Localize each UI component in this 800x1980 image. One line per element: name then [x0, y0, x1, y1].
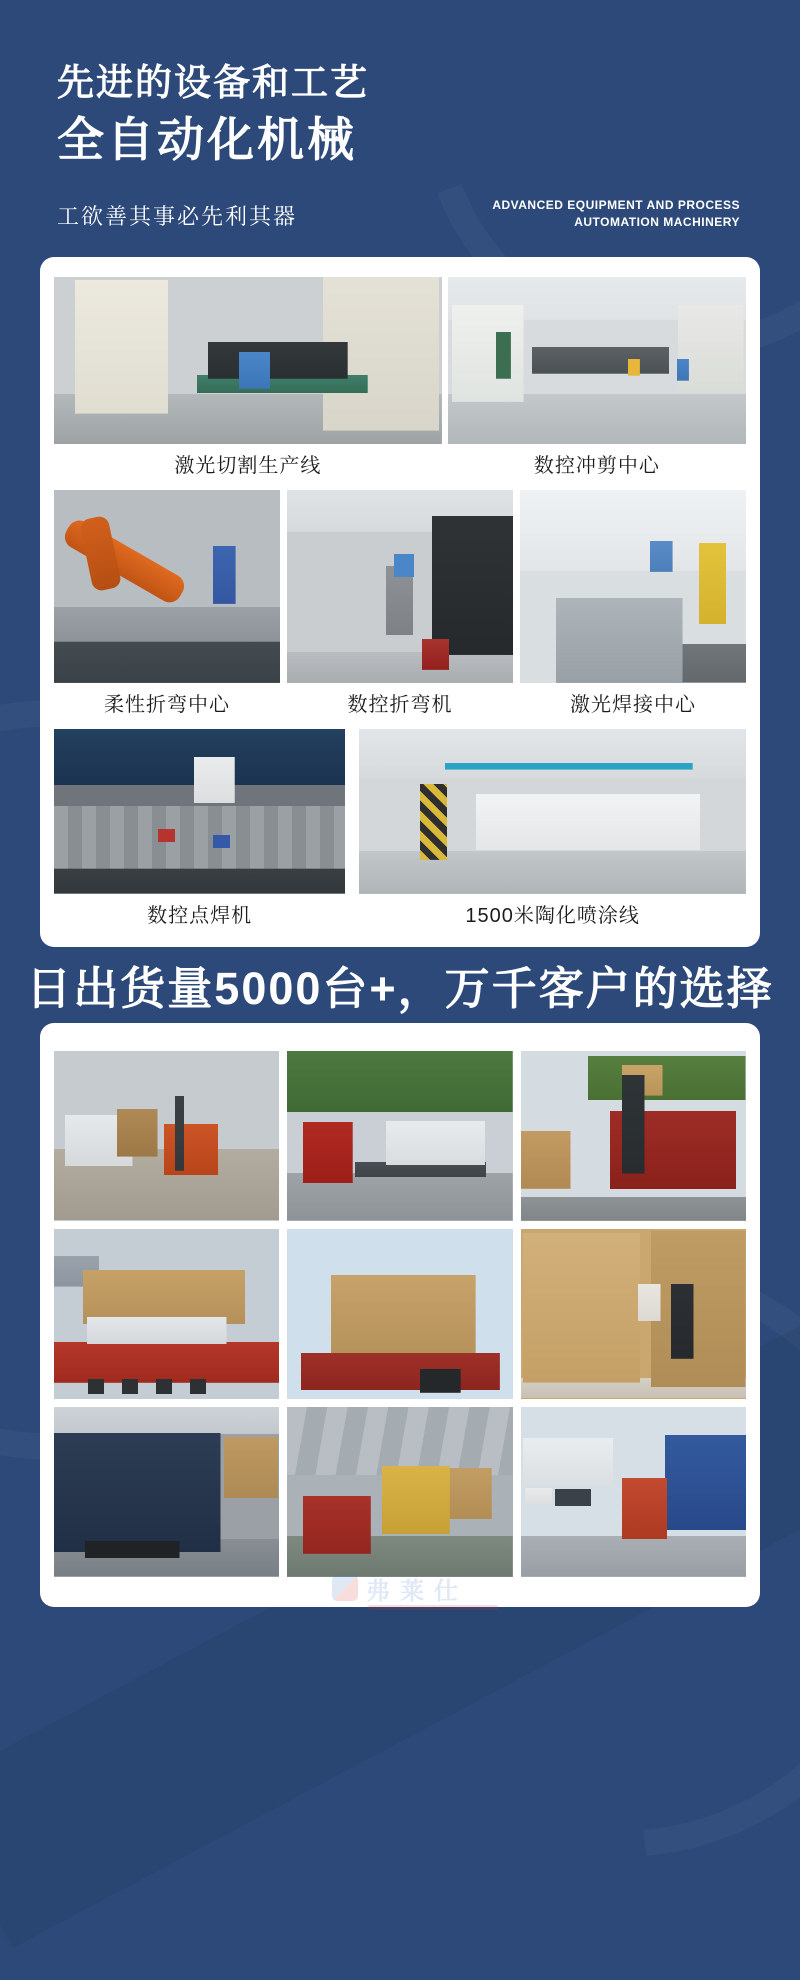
hero-tagline-en-line1: ADVANCED EQUIPMENT AND PROCESS: [492, 197, 740, 212]
equipment-figure: [54, 490, 280, 729]
equipment-row-1: [54, 277, 746, 490]
photo-warehouse-truck-loading: [287, 1407, 512, 1577]
photo-caption: 1500米陶化喷涂线: [465, 904, 640, 927]
photo-caption: 数控点焊机: [147, 904, 253, 927]
hero-tagline-row: [57, 197, 740, 231]
equipment-row-3: [54, 729, 746, 929]
brand-watermark-underline: [368, 1605, 498, 1610]
equipment-figure: [287, 490, 513, 729]
equipment-gallery-card: [40, 257, 760, 947]
equipment-figure: [448, 277, 746, 490]
photo-forklift-blue-container: [521, 1407, 746, 1577]
brand-watermark-text: 弗莱仕: [366, 1577, 468, 1605]
hero-title-line1: 先进的设备和工艺: [57, 62, 369, 103]
equipment-row-2: [54, 490, 746, 729]
equipment-figure: [54, 729, 345, 929]
photo-caption: 激光焊接中心: [570, 693, 696, 716]
equipment-figure: [54, 277, 442, 490]
hero-header: [0, 0, 800, 231]
photo-flexible-bending-center: [54, 490, 280, 683]
photo-caption: 数控冲剪中心: [533, 454, 660, 477]
photo-caption: 柔性折弯中心: [104, 693, 230, 716]
photo-red-semi-container: [287, 1051, 512, 1221]
photo-trailer-loaded-boxes: [54, 1229, 279, 1399]
photo-forklift-loading-truck: [54, 1051, 279, 1221]
photo-caption: 激光切割生产线: [174, 454, 322, 477]
photo-caption: 数控折弯机: [347, 693, 453, 716]
hero-title-line2: 全自动化机械: [57, 112, 357, 166]
photo-cnc-spot-welder: [54, 729, 345, 894]
hero-tagline-cn: 工欲善其事必先利其器: [57, 203, 298, 229]
shipping-gallery-card: [40, 1023, 760, 1607]
photo-cnc-punching-center: [448, 277, 746, 444]
photo-workers-large-cartons: [521, 1229, 746, 1399]
photo-cnc-bending-machine: [287, 490, 513, 683]
shipment-banner-text: 日出货量5000台+，万千客户的选择: [26, 963, 774, 1015]
photo-forklift-boxes-truck: [521, 1051, 746, 1221]
hero-tagline-en-line2: AUTOMATION MACHINERY: [574, 214, 740, 229]
equipment-figure: [359, 729, 746, 929]
photo-blue-container-trailer: [54, 1407, 279, 1577]
photo-laser-welding-center: [520, 490, 746, 683]
hero-tagline-en: [492, 197, 740, 231]
photo-coating-line: [359, 729, 746, 894]
shipment-banner: [0, 947, 800, 1023]
brand-logo-icon: [332, 1575, 358, 1601]
equipment-figure: [520, 490, 746, 729]
photo-truck-carton-load: [287, 1229, 512, 1399]
photo-laser-cutting-line: [54, 277, 442, 444]
